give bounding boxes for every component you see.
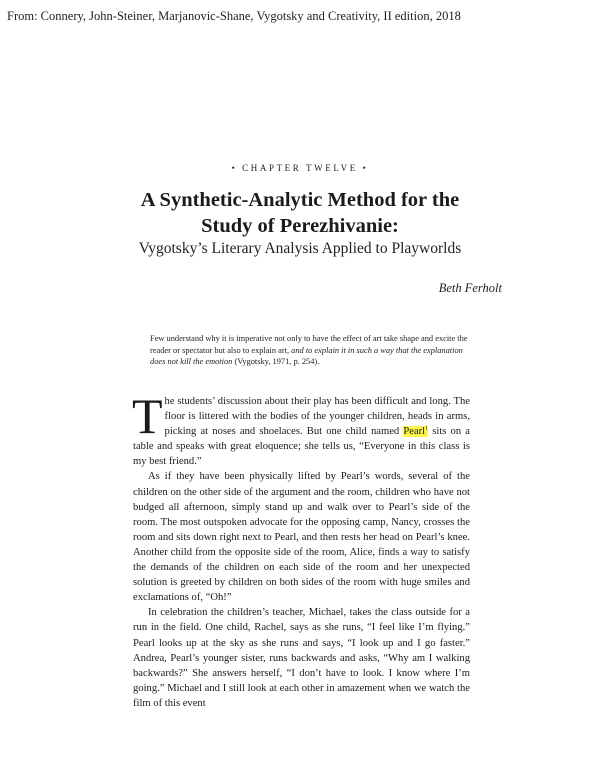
chapter-title-line-1: A Synthetic-Analytic Method for the [140, 189, 460, 211]
body-text [132, 388, 470, 711]
paragraph-1 [132, 388, 470, 469]
paragraph-3: In celebration the children’s teacher, Michael, takes the class outside for a run in the field. One child, Rachel, says as she runs, “I feel like I’m flying.” Pearl looks up at the sky as she runs and says, “I look up and I go faster.” Andrea, Pearl’s younger sister, runs backwards and asks, “Why am I walking backwards?” She answers herself, “I don’t have to look. I know where I’m going.” Michael and I still look at each other in amazement when we watch the film of this event [133, 607, 470, 709]
epigraph-citation: (Vygotsky, 1971, p. 254). [234, 357, 320, 367]
paragraph-1-text-cont: sits on a table and speaks with great eloquence; she tells us, “Everyone in this class is my best friend.” [133, 426, 470, 468]
epigraph [150, 333, 468, 368]
highlighted-name[interactable] [403, 426, 428, 437]
epigraph-italic: and to explain it in such a way that the explanation does not kill the emotion [150, 345, 463, 367]
chapter-title-line-2: Study of Perezhivanie: [201, 215, 399, 237]
paragraph-2: As if they have been physically lifted by Pearl’s words, several of the children on the other side of the argument and the room, children who have not budged all afternoon, simply stand up and walk over to Pearl’s side of the room. The most outspoken advocate for the opposing camp, Nancy, crosses the room and sits down right next to Pearl, and then rests her head on Pearl’s knee. Another child from the opposite side of the room, Alice, finds a way to satisfy the demands of the children on each side of the room and her unexpected solution is greeted by children on both sides of the room with huge smiles and exclamations of, “Oh!” [133, 471, 470, 604]
chapter-title [0, 187, 600, 239]
chapter-subtitle: Vygotsky’s Literary Analysis Applied to Playworlds [138, 240, 462, 257]
source-citation: From: Connery, John-Steiner, Marjanovic-Shane, Vygotsky and Creativity, II edition, 2018 [7, 9, 461, 23]
highlighted-name-text: Pearl [403, 426, 426, 438]
epigraph-text: Few understand why it is imperative not only to have the effect of art take shape and excite the reader or spectator but also to explain art, [150, 334, 468, 355]
drop-cap: T [132, 388, 163, 444]
footnote-marker[interactable]: 1 [425, 425, 429, 432]
paragraph-1-text: he students’ discussion about their play has been difficult and long. The floor is littered with the bodies of the younger children, heads in arms, picking at noses and shoelaces. But one child named [164, 396, 470, 438]
author-name: Beth Ferholt [438, 281, 502, 295]
chapter-label: • CHAPTER TWELVE • [231, 163, 369, 173]
